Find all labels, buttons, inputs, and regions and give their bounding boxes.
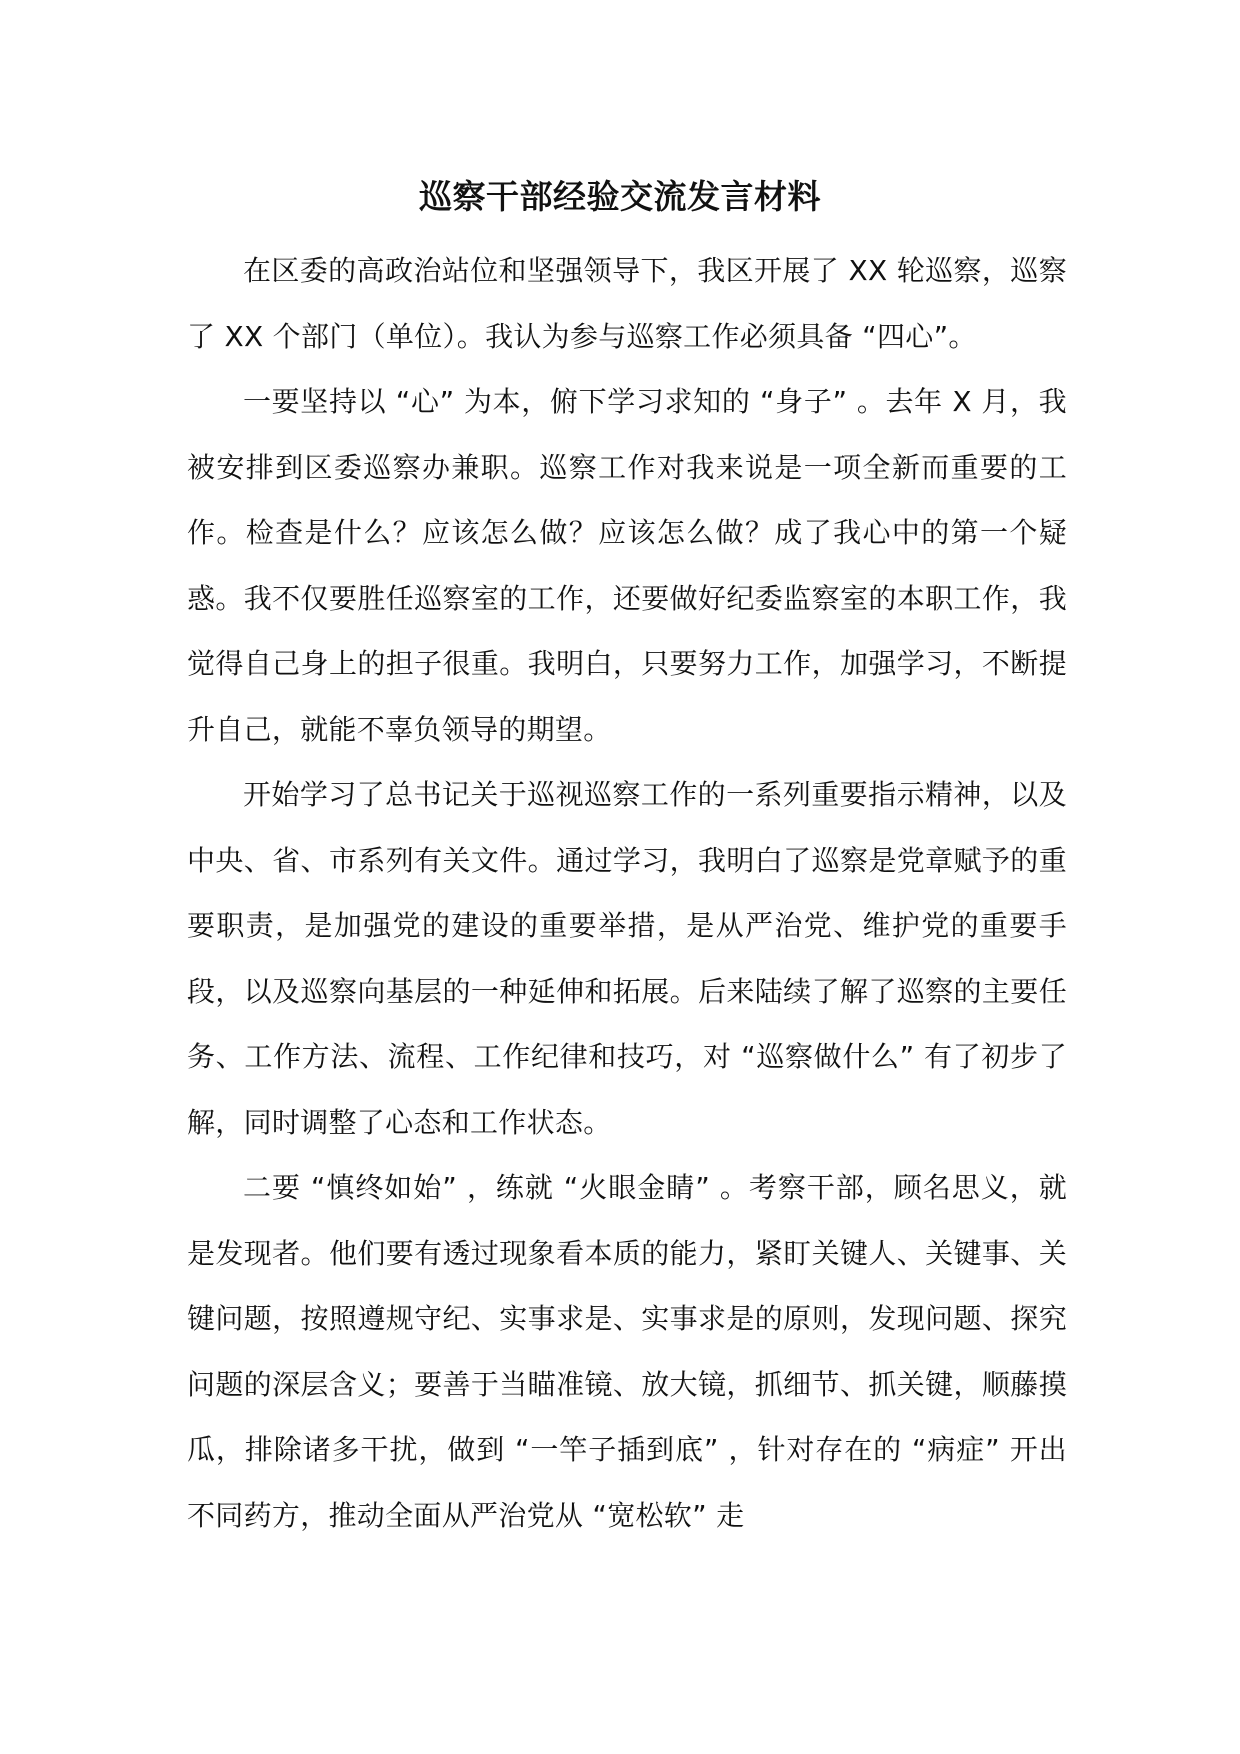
paragraph-point-two: 二要 “慎终如始” ，练就 “火眼金睛” 。考察干部，顾名思义，就是发现者。他们要有透过现象看本质的能力，紧盯关键人、关键事、关键问题，按照遵规守纪、实事求是、实事求是的原则，发现问题、探究问题的深层含义；要善于当瞄准镜、放大镜，抓细节、抓关键，顺藤摸瓜，排除诸多干扰，做到 “一竿子插到底” ，针对存在的 “病症” 开出不同药方，推动全面从严治党从 “宽松软” 走 — [187, 1171, 1067, 1532]
paragraph-intro: 在区委的高政治站位和坚强领导下，我区开展了 XX 轮巡察，巡察了 XX 个部门（单位）。我认为参与巡察工作必须具备 “四心”。 — [187, 254, 1067, 353]
paragraph-study: 开始学习了总书记关于巡视巡察工作的一系列重要指示精神，以及中央、省、市系列有关文件。通过学习，我明白了巡察是党章赋予的重要职责，是加强党的建设的重要举措，是从严治党、维护党的重要手段，以及巡察向基层的一种延伸和拓展。后来陆续了解了巡察的主要任务、工作方法、流程、工作纪律和技巧，对 “巡察做什么” 有了初步了解，同时调整了心态和工作状态。 — [187, 778, 1067, 1139]
document-body — [187, 238, 1067, 1548]
document-title: 巡察干部经验交流发言材料 — [419, 177, 821, 216]
paragraph-point-one: 一要坚持以 “心” 为本，俯下学习求知的 “身子” 。去年 X 月，我被安排到区委巡察办兼职。巡察工作对我来说是一项全新而重要的工作。检查是什么？应该怎么做？应该怎么做？成了我心中的第一个疑惑。我不仅要胜任巡察室的工作，还要做好纪委监察室的本职工作，我觉得自己身上的担子很重。我明白，只要努力工作，加强学习，不断提升自己，就能不辜负领导的期望。 — [187, 385, 1067, 746]
